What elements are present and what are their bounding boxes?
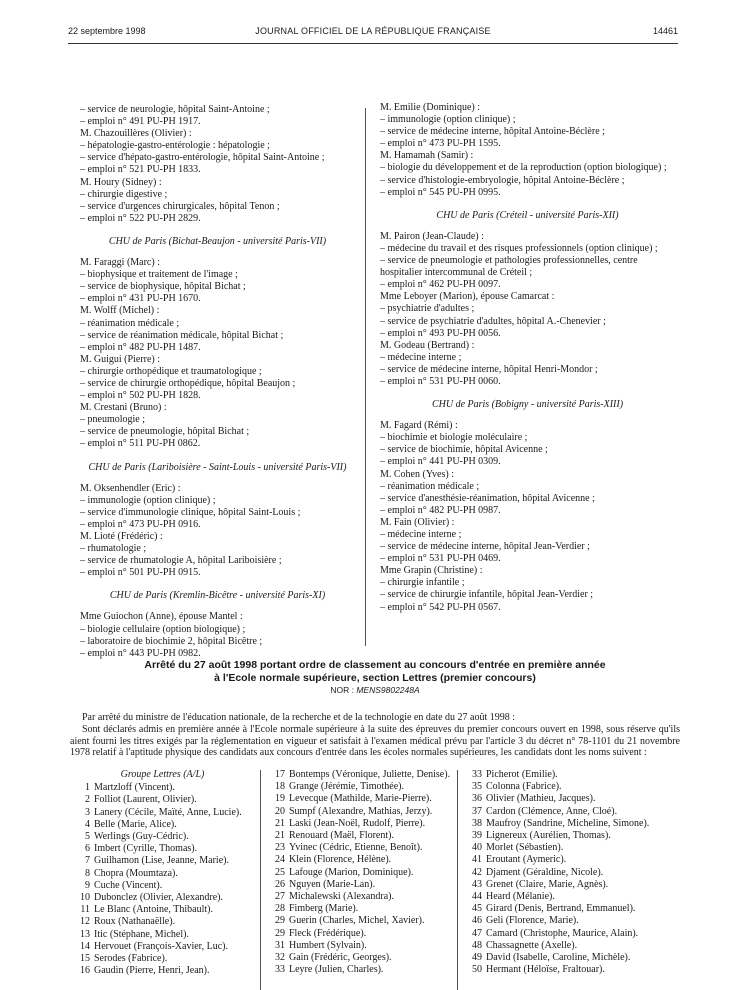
nor-reference [70, 685, 680, 695]
candidate-name: Gaudin (Pierre, Henri, Jean). [94, 965, 210, 977]
candidate-name: Hermant (Héloïse, Fraltouar). [486, 964, 605, 976]
rank-number: 17 [275, 769, 285, 780]
rank-number: 50 [472, 964, 482, 976]
ranking-entry [265, 879, 455, 891]
ranking-entry [265, 903, 455, 915]
arrete-title-line-2: à l'Ecole normale supérieure, section Lettres (premier concours) [214, 671, 536, 684]
ranking-entry [265, 854, 455, 866]
text-line: – emploi n° 502 PU-PH 1828. [80, 390, 201, 402]
candidate-name: Maufroy (Sandrine, Micheline, Simone). [486, 817, 650, 829]
ranking-entry [70, 941, 255, 953]
ranking-entry [265, 915, 455, 927]
text-line: – chirurgie orthopédique et traumatologique ; [80, 365, 262, 377]
ranking-entry [462, 964, 680, 976]
text-line: – emploi n° 521 PU-PH 1833. [80, 164, 201, 176]
right-section-heading-1: CHU de Paris (Créteil - université Paris-XII) [436, 209, 619, 221]
candidate-name: David (Isabelle, Caroline, Michèle). [486, 952, 631, 964]
candidate-name: Guerin (Charles, Michel, Xavier). [289, 915, 425, 927]
text-line: M. Faraggi (Marc) : [80, 257, 160, 269]
candidate-name: Morlet (Sébastien). [486, 842, 564, 854]
text-line: M. Godeau (Bertrand) : [380, 339, 475, 351]
text-line: – réanimation médicale ; [80, 317, 180, 329]
text-line: M. Fagard (Rémi) : [380, 420, 458, 432]
rank-number: 43 [472, 878, 482, 890]
candidate-name: Picherot (Emilie). [486, 769, 558, 780]
text-line: M. Fain (Olivier) : [380, 516, 455, 528]
candidate-name: Hervouet (François-Xavier, Luc). [94, 940, 228, 952]
text-line: – emploi n° 482 PU-PH 1487. [80, 341, 201, 353]
rank-number: 28 [275, 903, 285, 915]
right-section-1 [380, 231, 675, 388]
rank-number: 33 [275, 964, 285, 976]
text-line: – service d'urgences chirurgicales, hôpital Tenon ; [80, 200, 280, 212]
right-top-block [380, 102, 675, 199]
text-line: – emploi n° 531 PU-PH 0060. [380, 375, 501, 387]
list-separator-1 [260, 770, 261, 990]
right-section-heading-2: CHU de Paris (Bobigny - université Paris-XIII) [431, 399, 624, 411]
text-line: – service d'anesthésie-réanimation, hôpital Avicenne ; [380, 492, 595, 504]
ranking-entry [265, 793, 455, 805]
candidate-name: Gain (Frédéric, Georges). [289, 952, 392, 964]
text-line: – emploi n° 431 PU-PH 1670. [80, 293, 201, 305]
ranking-entry [70, 855, 255, 867]
ranking-entry [462, 879, 680, 891]
ranking-entry [265, 867, 455, 879]
ranking-entry [462, 830, 680, 842]
text-line: – médecine interne ; [380, 529, 462, 540]
ranking-entry [70, 782, 255, 794]
text-line: – emploi n° 531 PU-PH 0469. [380, 553, 501, 565]
candidate-name: Grange (Jérémie, Timothée). [289, 781, 404, 793]
text-line: – service d'histologie-embryologie, hôpital Antoine-Béclère ; [380, 174, 625, 186]
ranking-entry [70, 831, 255, 843]
rank-number: 10 [80, 892, 90, 904]
rank-number: 27 [275, 891, 285, 903]
rank-number: 36 [472, 793, 482, 805]
candidate-name: Djament (Géraldine, Nicole). [486, 866, 604, 878]
candidate-name: Sumpf (Alexandre, Mathias, Jerzy). [289, 805, 433, 817]
rank-number: 24 [275, 854, 285, 866]
text-line: – emploi n° 441 PU-PH 0309. [380, 456, 501, 468]
ranking-entry [265, 891, 455, 903]
rank-number: 29 [275, 915, 285, 927]
rank-number: 4 [85, 818, 90, 830]
text-line: – emploi n° 493 PU-PH 0056. [380, 327, 501, 339]
text-line: M. Houry (Sidney) : [80, 176, 162, 188]
ranking-entry [265, 928, 455, 940]
rank-number: 37 [472, 805, 482, 817]
ranking-entry [265, 769, 455, 781]
text-line: – chirurgie digestive ; [80, 188, 168, 200]
text-line: M. Cohen (Yves) : [380, 468, 454, 480]
text-line: – service de pneumologie, hôpital Bichat ; [80, 426, 250, 438]
text-line: – service de médecine interne, hôpital Jean-Verdier ; [380, 541, 590, 553]
candidate-name: Serodes (Fabrice). [94, 953, 168, 965]
left-section-2 [80, 483, 355, 580]
rank-number: 7 [85, 855, 90, 867]
rank-number: 49 [472, 952, 482, 964]
text-line: – réanimation médicale ; [380, 480, 480, 492]
text-line: – psychiatrie d'adultes ; [380, 303, 475, 315]
ranking-entry [462, 891, 680, 903]
text-line: – service d'hépato-gastro-entérologie, hôpital Saint-Antoine ; [80, 152, 325, 164]
candidate-name: Le Blanc (Antoine, Thibault). [94, 904, 213, 916]
text-line: – biologie cellulaire (option biologique) ; [80, 623, 246, 635]
candidate-name: Guilhamon (Lise, Jeanne, Marie). [94, 855, 229, 867]
candidate-name: Cardon (Clémence, Anne, Cloé). [486, 805, 618, 817]
ranking-entry [462, 793, 680, 805]
rank-number: 6 [85, 843, 90, 855]
rank-number: 19 [275, 793, 285, 805]
nor-label: NOR : [330, 685, 354, 695]
text-line: – service de médecine interne, hôpital Antoine-Béclère ; [380, 126, 605, 138]
text-line: – emploi n° 473 PU-PH 0916. [80, 518, 201, 530]
header-date: 22 septembre 1998 [68, 26, 146, 36]
left-section-heading-3: CHU de Paris (Kremlin-Bicêtre - université Paris-XI) [109, 590, 326, 602]
page-header [68, 26, 678, 40]
candidate-name: Lignereux (Aurélien, Thomas). [486, 830, 611, 842]
candidate-name: Chopra (Moumtaza). [94, 867, 178, 879]
text-line: M. Guigui (Pierre) : [80, 353, 160, 365]
ranking-list-3-items [462, 769, 680, 976]
candidate-name: Fleck (Frédérique). [289, 927, 367, 939]
text-line: – service de biophysique, hôpital Bichat ; [80, 281, 246, 293]
text-line: – service de médecine interne, hôpital Henri-Mondor ; [380, 363, 598, 375]
arrete-intro [70, 712, 680, 759]
text-line: Mme Leboyer (Marion), épouse Camarcat : [380, 291, 555, 303]
left-section-1 [80, 257, 355, 451]
text-line: – emploi n° 443 PU-PH 0982. [80, 647, 201, 659]
candidate-name: Werlings (Guy-Cédric). [94, 831, 189, 843]
ranking-entry [265, 952, 455, 964]
text-line: – emploi n° 482 PU-PH 0987. [380, 504, 501, 516]
candidate-name: Levecque (Mathilde, Marie-Pierre). [289, 793, 432, 805]
text-line: – immunologie (option clinique) ; [380, 114, 516, 126]
rank-number: 21 [275, 817, 285, 829]
ranking-entry [70, 807, 255, 819]
header-rule [68, 43, 678, 44]
ranking-entry [265, 806, 455, 818]
candidate-name: Eroutant (Aymeric). [486, 854, 567, 866]
rank-number: 35 [472, 781, 482, 793]
nor-value: MENS9802248A [356, 685, 420, 695]
ranking-entry [70, 868, 255, 880]
column-separator [365, 108, 366, 646]
ranking-entry [70, 880, 255, 892]
text-line: – pneumologie ; [80, 414, 145, 426]
text-line: M. Wolff (Michel) : [80, 305, 160, 317]
left-section-heading-2: CHU de Paris (Lariboisière - Saint-Louis - université Paris-VII) [88, 461, 347, 473]
rank-number: 25 [275, 866, 285, 878]
candidate-name: Michalewski (Alexandra). [289, 891, 394, 903]
rank-number: 47 [472, 927, 482, 939]
rank-number: 41 [472, 854, 482, 866]
ranking-entry [462, 769, 680, 781]
rank-number: 8 [85, 867, 90, 879]
text-line: – emploi n° 491 PU-PH 1917. [80, 116, 201, 128]
rank-number: 2 [85, 794, 90, 806]
ranking-entry [462, 928, 680, 940]
ranking-entry [265, 842, 455, 854]
candidate-name: Itic (Stéphane, Michel). [94, 928, 189, 940]
candidate-name: Laski (Jean-Noël, Rudolf, Pierre). [289, 817, 426, 829]
text-line: – emploi n° 542 PU-PH 0567. [380, 601, 501, 613]
text-line: – emploi n° 501 PU-PH 0915. [80, 567, 201, 579]
left-top-block [80, 104, 355, 225]
candidate-name: Martzloff (Vincent). [94, 782, 175, 794]
rank-number: 21 [275, 830, 285, 842]
text-line: – emploi n° 462 PU-PH 0097. [380, 279, 501, 291]
text-line: – médecine du travail et des risques professionnels (option clinique) ; [380, 242, 658, 254]
text-line: – emploi n° 511 PU-PH 0862. [80, 438, 201, 450]
left-section-heading-1: CHU de Paris (Bichat-Beaujon - université Paris-VII) [108, 235, 327, 247]
ranking-entry [462, 781, 680, 793]
text-line: – immunologie (option clinique) ; [80, 494, 216, 506]
text-line: M. Chazouillères (Olivier) : [80, 128, 192, 140]
ranking-entry [462, 818, 680, 830]
text-line: – biologie du développement et de la reproduction (option biologique) ; [380, 162, 667, 174]
rank-number: 13 [80, 928, 90, 940]
text-line: – hépatologie-gastro-entérologie : hépatologie ; [80, 140, 270, 152]
rank-number: 48 [472, 939, 482, 951]
text-line: – médecine interne ; [380, 351, 462, 363]
left-column [80, 104, 355, 660]
rank-number: 9 [85, 879, 90, 891]
text-line: M. Lioté (Frédéric) : [80, 531, 163, 542]
ranking-entry [70, 819, 255, 831]
candidate-name: Colonna (Fabrice). [486, 781, 562, 793]
ranking-entry [70, 916, 255, 928]
text-line: Mme Guiochon (Anne), épouse Mantel : [80, 611, 243, 623]
ranking-entry [462, 952, 680, 964]
text-line: – service de psychiatrie d'adultes, hôpital A.-Chenevier ; [380, 315, 606, 327]
ranking-entry [462, 867, 680, 879]
rank-number: 40 [472, 842, 482, 854]
text-line: – chirurgie infantile ; [380, 577, 465, 589]
candidate-name: Folliot (Laurent, Olivier). [94, 794, 197, 806]
candidate-name: Chassagnette (Axelle). [486, 939, 578, 951]
candidate-name: Cuche (Vincent). [94, 879, 163, 891]
candidate-name: Geli (Florence, Marie). [486, 915, 579, 927]
list-separator-2 [457, 770, 458, 990]
rank-number: 11 [80, 904, 90, 916]
ranking-list-2-items [265, 769, 455, 976]
rank-number: 42 [472, 866, 482, 878]
ranking-entry [70, 892, 255, 904]
intro-paragraph-2: Sont déclarés admis en première année à l'Ecole normale supérieure à la suite des épreuves du premier concours ouvert en 1998, sous réserve qu'ils aient fourni les titres exigés par la réglementation en vigueur et satisfait à l'examen médical prévu par l'article 3 du décret n° 78-1101 du 21 novembre 1978 relatif à l'aptitude physique des candidats aux concours d'entrée dans les écoles normales supérieures, les candidats dont les noms suivent : [70, 723, 680, 759]
candidate-name: Grenet (Claire, Marie, Agnès). [486, 878, 609, 890]
arrete-title-line-1: Arrêté du 27 août 1998 portant ordre de classement au concours d'entrée en première année [144, 659, 606, 671]
ranking-entry [70, 794, 255, 806]
rank-number: 3 [85, 806, 90, 818]
text-line: M. Hamamah (Samir) : [380, 150, 474, 162]
ranking-list-1 [70, 769, 255, 977]
left-section-3 [80, 611, 355, 659]
ranking-entry [70, 843, 255, 855]
text-line: – emploi n° 473 PU-PH 1595. [380, 138, 501, 150]
candidate-name: Heard (Mélanie). [486, 891, 555, 903]
rank-number: 26 [275, 878, 285, 890]
candidate-name: Belle (Marie, Alice). [94, 818, 177, 830]
ranking-entry [70, 953, 255, 965]
candidate-name: Klein (Florence, Hélène). [289, 854, 392, 866]
text-line: – service d'immunologie clinique, hôpital Saint-Louis ; [80, 506, 301, 518]
ranking-entry [462, 842, 680, 854]
candidate-name: Olivier (Mathieu, Jacques). [486, 793, 596, 805]
text-line: – emploi n° 545 PU-PH 0995. [380, 186, 501, 198]
candidate-name: Humbert (Sylvain). [289, 939, 367, 951]
candidate-name: Leyre (Julien, Charles). [289, 964, 384, 976]
rank-number: 16 [80, 965, 90, 977]
text-line: – laboratoire de biochimie 2, hôpital Bicêtre ; [80, 635, 263, 647]
ranking-entry [70, 904, 255, 916]
rank-number: 29 [275, 927, 285, 939]
text-line: M. Pairon (Jean-Claude) : [380, 230, 484, 242]
ranking-entry [265, 781, 455, 793]
candidate-name: Nguyen (Marie-Lan). [289, 878, 376, 890]
rank-number: 14 [80, 940, 90, 952]
ranking-entry [462, 903, 680, 915]
ranking-entry [70, 929, 255, 941]
text-line: – service de réanimation médicale, hôpital Bichat ; [80, 329, 284, 341]
candidate-name: Dubonclez (Olivier, Alexandre). [94, 892, 223, 904]
candidate-name: Lafouge (Marion, Dominique). [289, 866, 414, 878]
ranking-entry [265, 964, 455, 976]
rank-number: 5 [85, 831, 90, 843]
rank-number: 20 [275, 805, 285, 817]
rank-number: 39 [472, 830, 482, 842]
rank-number: 15 [80, 953, 90, 965]
candidate-name: Renouard (Maël, Florent). [289, 830, 394, 842]
text-line: M. Emilie (Dominique) : [380, 102, 480, 113]
text-line: – biochimie et biologie moléculaire ; [380, 432, 528, 444]
right-section-2 [380, 420, 675, 614]
intro-paragraph-1: Par arrêté du ministre de l'éducation nationale, de la recherche et de la technologie en date du 27 août 1998 : [82, 712, 516, 723]
ranking-entry [70, 965, 255, 977]
candidate-name: Yvinec (Cédric, Etienne, Benoît). [289, 842, 423, 854]
text-line: – biophysique et traitement de l'image ; [80, 269, 238, 281]
rank-number: 33 [472, 769, 482, 780]
text-line: M. Oksenhendler (Eric) : [80, 482, 181, 494]
text-line: – service de biochimie, hôpital Avicenne ; [380, 444, 548, 456]
text-line: – service de chirurgie infantile, hôpital Jean-Verdier ; [380, 589, 594, 601]
rank-number: 45 [472, 903, 482, 915]
rank-number: 12 [80, 916, 90, 928]
header-page-number: 14461 [652, 26, 678, 36]
ranking-entry [462, 806, 680, 818]
ranking-entry [462, 915, 680, 927]
text-line: – emploi n° 522 PU-PH 2829. [80, 212, 201, 224]
rank-number: 23 [275, 842, 285, 854]
rank-number: 44 [472, 891, 482, 903]
ranking-list-2 [265, 769, 455, 976]
rank-number: 46 [472, 915, 482, 927]
text-line: M. Crestani (Bruno) : [80, 402, 167, 414]
ranking-entry [265, 818, 455, 830]
ranking-entry [265, 830, 455, 842]
text-line: – service de chirurgie orthopédique, hôpital Beaujon ; [80, 377, 296, 389]
rank-number: 1 [85, 782, 90, 794]
candidate-name: Roux (Nathanaëlle). [94, 916, 176, 928]
ranking-entry [462, 940, 680, 952]
ranking-list-1-items [70, 782, 255, 977]
text-line: – rhumatologie ; [80, 543, 147, 555]
candidate-name: Bontemps (Véronique, Juliette, Denise). [289, 769, 451, 780]
ranking-list-3 [462, 769, 680, 976]
header-title: JOURNAL OFFICIEL DE LA RÉPUBLIQUE FRANÇAISE [255, 26, 491, 36]
candidate-name: Imbert (Cyrille, Thomas). [94, 843, 198, 855]
candidate-name: Lanery (Cécile, Maïté, Anne, Lucie). [94, 806, 242, 818]
rank-number: 31 [275, 939, 285, 951]
text-line: Mme Grapin (Christine) : [380, 565, 483, 577]
text-line: – service de neurologie, hôpital Saint-Antoine ; [80, 104, 270, 115]
candidate-name: Fimberg (Marie). [289, 903, 359, 915]
candidate-name: Girard (Denis, Bertrand, Emmanuel). [486, 903, 636, 915]
arrete-title [70, 659, 680, 684]
text-line: – service de rhumatologie A, hôpital Lariboisière ; [80, 555, 282, 567]
rank-number: 38 [472, 817, 482, 829]
candidate-name: Camard (Christophe, Maurice, Alain). [486, 927, 639, 939]
ranking-entry [462, 854, 680, 866]
text-line: – service de pneumologie et pathologies professionnelles, centre hospitalier intercommunal de Créteil ; [380, 255, 638, 279]
rank-number: 18 [275, 781, 285, 793]
group-heading: Groupe Lettres (A/L) [120, 769, 205, 780]
ranking-entry [265, 940, 455, 952]
right-column [380, 102, 675, 614]
rank-number: 32 [275, 952, 285, 964]
